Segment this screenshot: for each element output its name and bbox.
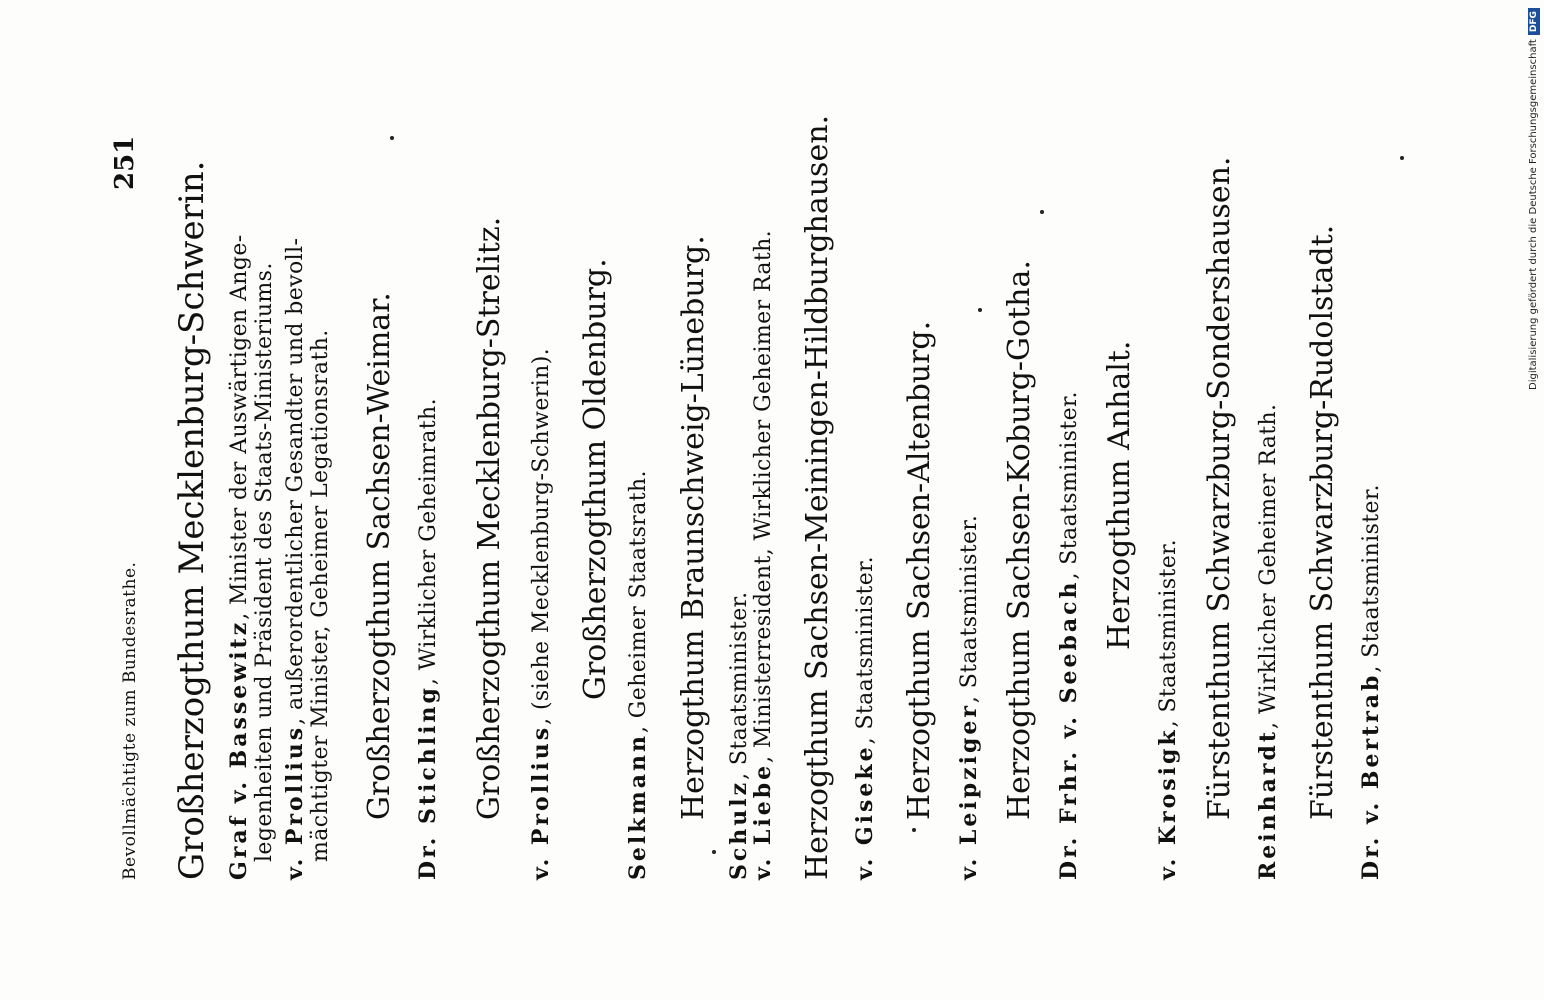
entry-line — [1255, 404, 1281, 880]
entry-line — [750, 230, 776, 880]
entry-line — [625, 470, 651, 880]
scan-speck — [390, 136, 394, 140]
person-title: , Staatsminister. — [957, 514, 982, 704]
person-title: , Wirklicher Geheimrath. — [416, 398, 441, 686]
section-title: Herzogthum Sachsen-Koburg-Gotha. — [1002, 260, 1037, 820]
entry-line — [852, 556, 878, 880]
person-name: Dr. v. Bertrab — [1358, 672, 1384, 880]
person-title: , Minister der Auswärtigen Ange- — [227, 234, 252, 620]
entry-line — [252, 262, 277, 862]
person-name: v. Giseke — [852, 744, 878, 880]
section-title: Großherzogthum Mecklenburg-Schwerin. — [172, 160, 212, 880]
section-title: Großherzogthum Mecklenburg-Strelitz. — [472, 216, 507, 820]
entry-line — [282, 238, 308, 880]
scan-speck — [912, 828, 916, 832]
section-title: Herzogthum Sachsen-Altenburg. — [902, 320, 937, 820]
section-title: Herzogthum Anhalt. — [1102, 340, 1137, 650]
person-name: Selkmann — [625, 732, 651, 880]
person-name: Schulz — [726, 779, 752, 880]
entry-line — [1056, 391, 1082, 880]
person-title: , außerordentlicher Gesandter und bevoll- — [283, 237, 308, 725]
scan-speck — [1400, 156, 1404, 160]
dfg-logo: DFG — [1528, 8, 1540, 35]
person-name: Reinhardt — [1255, 728, 1281, 880]
section-title: Großherzogthum Oldenburg. — [578, 258, 613, 700]
person-title: , Wirklicher Geheimer Rath. — [1256, 403, 1281, 729]
section-title: Herzogthum Sachsen-Meiningen-Hildburghausen. — [800, 114, 835, 880]
credit-text: Digitalisierung gefördert durch die Deutsche Forschungsgemeinschaft — [1528, 39, 1539, 390]
person-title: mächtigter Minister, Geheimer Legationsrath. — [308, 329, 333, 862]
person-title: , Geheimer Staatsrath. — [626, 470, 651, 733]
person-name: Dr. Stichling — [415, 685, 441, 880]
person-title: , (siehe Mecklenburg-Schwerin). — [529, 347, 554, 725]
person-title: , Staatsminister. — [1359, 484, 1384, 673]
person-title: , Ministerresident, Wirklicher Geheimer Rath. — [751, 229, 776, 763]
scan-speck — [1040, 210, 1044, 214]
entry-line — [956, 515, 982, 880]
person-title: , Staatsminister. — [727, 591, 752, 780]
page-number: 251 — [110, 135, 140, 190]
entry-line — [1358, 484, 1384, 880]
entry-line — [726, 591, 752, 880]
section-title: Herzogthum Braunschweig-Lüneburg. — [676, 235, 711, 820]
person-name: v. Prollius — [282, 724, 308, 880]
running-title: Bevollmächtigte zum Bundesrathe. — [120, 561, 140, 880]
person-title: legenheiten und Präsident des Staats-Ministeriums. — [252, 262, 277, 862]
entry-line — [226, 234, 252, 880]
section-title: Fürstenthum Schwarzburg-Sondershausen. — [1202, 156, 1237, 820]
person-title: , Staatsminister. — [1156, 538, 1181, 728]
scan-speck — [712, 850, 716, 854]
section-title: Fürstenthum Schwarzburg-Rudolstadt. — [1305, 224, 1340, 820]
digitization-credit — [1528, 11, 1540, 390]
section-title: Großherzogthum Sachsen-Weimar. — [362, 292, 397, 820]
entry-line — [528, 348, 554, 880]
entry-line — [308, 329, 333, 862]
rotated-page-content — [110, 114, 1400, 880]
person-name: v. Prollius — [528, 724, 554, 880]
entry-line — [1155, 539, 1181, 880]
entry-line — [415, 398, 441, 880]
scan-speck — [978, 308, 982, 312]
person-name: Graf v. Bassewitz — [226, 619, 252, 880]
person-title: , Staatsminister. — [1057, 391, 1082, 580]
person-name: v. Krosigk — [1155, 727, 1181, 880]
person-name: Dr. Frhr. v. Seebach — [1056, 579, 1082, 880]
person-title: , Staatsminister. — [853, 555, 878, 745]
person-name: v. Leipziger — [956, 703, 982, 880]
person-name: v. Liebe — [750, 762, 776, 880]
